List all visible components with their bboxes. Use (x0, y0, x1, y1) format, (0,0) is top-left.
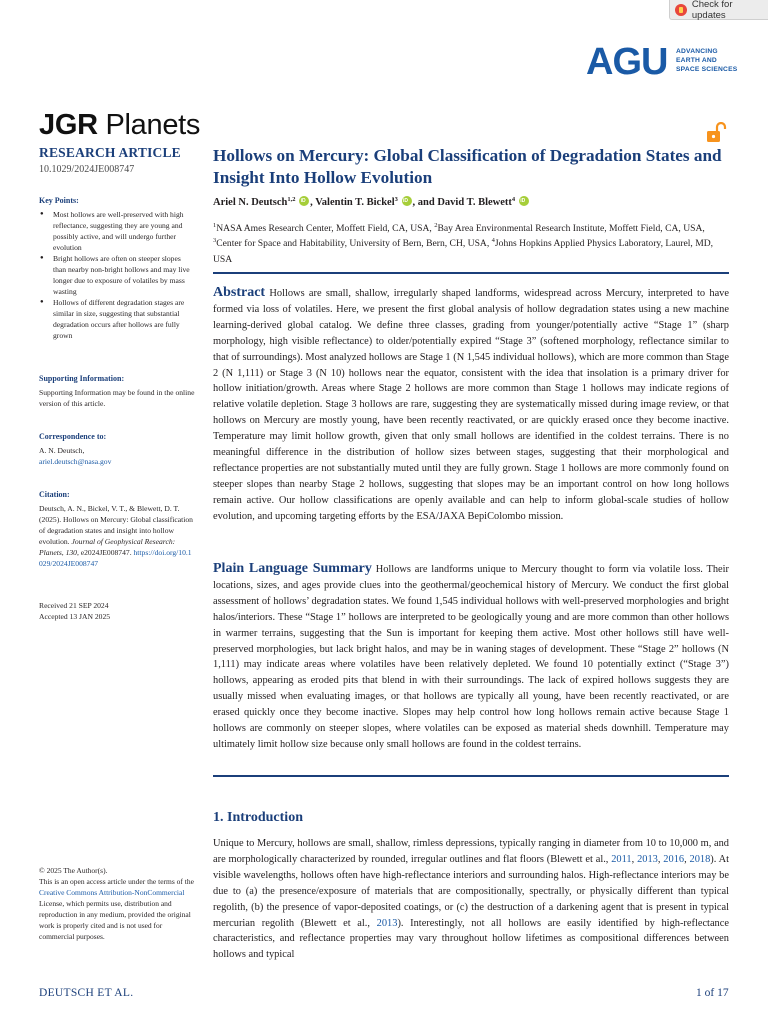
orcid-icon[interactable] (402, 196, 412, 206)
author-name[interactable]: Ariel N. Deutsch (213, 197, 288, 208)
citation-text (39, 503, 195, 569)
affiliation: NASA Ames Research Center, Moffett Field, CA, USA, (216, 223, 435, 234)
author-affil-sup: 4 (511, 196, 516, 203)
license-text (39, 876, 195, 942)
citation-link[interactable]: 2013 (376, 917, 398, 929)
introduction-text (213, 836, 729, 963)
copyright-line: © 2025 The Author(s). (39, 866, 108, 875)
license-link[interactable]: Creative Commons Attribution-NonCommercial (39, 888, 185, 897)
agu-tagline-line: EARTH AND (676, 56, 717, 64)
affil-sup: 1 (213, 222, 217, 229)
svg-text:AGU: AGU (586, 43, 668, 77)
intro-paragraph-part: , (684, 853, 690, 865)
received-date: Received 21 SEP 2024 (39, 601, 109, 610)
correspondence-name: A. N. Deutsch, (39, 446, 85, 455)
citation-link[interactable]: 2016 (663, 853, 685, 865)
intro-paragraph-part: Unique to Mercury, hollows are small, shallow, rimless depressions, typically ranging in diameter from 10 to 10,000 m, and are morphologically characterized by rounded, irregular outlines and flat floors (Blewett et al., (213, 838, 729, 865)
agu-logo-icon (586, 43, 672, 77)
plain-language-text: Hollows are landforms unique to Mercury thought to form via volatile loss. Their locations, sizes, and ages provide clues into the geothermal/geochemical history of Mercury. We conduct the first global assessment of hollows’ degradation states. We found 1,545 individual hollows with well-preserved morphologies and bright halos/interiors. These “Stage 1” hollows are interpreted to be geologically young and are more common than other hollows in warmer terrains, suggesting that the Sun is important for keeping them active. Most other hollows still have well-preserved morphologies, but lack bright halos, and may be in waning stages of development. These “Stage 2” hollows (N 1,111) may indicate areas where volatiles have been relatively depleted. We found 10 potentially extinct (“Stage 3”) hollows, appearing as eroded pits that blend in with their surroundings. The lack of expired hollows suggests they are usually missed when evaluating images, or that hollows are typically all young, have been recently reactivated, or are erased quickly once they become inactive. Slopes may help control how long hollows remain active because Stage 1 hollows are commonly on steeper slopes, where volatiles can be exposed as material sheds downhill. Temperature may ultimately limit hollow size because only small hollows are found in the coldest terrains. (213, 564, 729, 750)
agu-logo (586, 43, 737, 77)
author-separator: , (310, 197, 316, 208)
supporting-info-heading: Supporting Information: (39, 374, 125, 383)
agu-tagline-line: SPACE SCIENCES (676, 65, 738, 73)
intro-paragraph-part: , (631, 853, 638, 865)
open-access-lock-icon (706, 122, 728, 144)
license-post: License, which permits use, distribution and reproduction in any medium, provided the original work is properly cited and is not used for commercial purposes. (39, 899, 191, 941)
dates-section (39, 600, 195, 622)
check-updates-label: Check for updates (691, 0, 733, 21)
author-affil-sup: 3 (394, 196, 398, 203)
check-updates-icon (675, 4, 687, 16)
check-for-updates-button[interactable] (669, 0, 768, 20)
key-point: ● Most hollows are well-preserved with high reflectance, suggesting they are young and possibly active, and will undergo further evolution (39, 209, 195, 253)
author-name[interactable]: Valentin T. Bickel (315, 197, 395, 208)
citation-body: Deutsch, A. N., Bickel, V. T., & Blewett, D. T. (2025). Hollows on Mercury: Global classification of degradation states and insight into hollow evolution. (39, 504, 193, 546)
plain-language-heading: Plain Language Summary (213, 561, 372, 576)
citation-link[interactable]: 2013 (637, 853, 658, 865)
correspondence-email-link[interactable]: ariel.deutsch@nasa.gov (39, 457, 112, 466)
citation-link[interactable]: 2011 (611, 853, 632, 865)
affil-sup: 2 (434, 222, 438, 229)
journal-name-rest: Planets (97, 109, 201, 141)
section-divider (213, 272, 729, 274)
abstract-heading: Abstract (213, 285, 266, 300)
key-point: ● Hollows of different degradation stages are similar in size, suggesting that substantial degradation occurs after hollows are fully grown (39, 297, 195, 341)
footer-page-number: 1 of 17 (696, 987, 729, 999)
supporting-info-section (39, 373, 195, 409)
article-doi: 10.1029/2024JE008747 (39, 164, 135, 175)
author-name[interactable]: David T. Blewett (437, 197, 512, 208)
agu-tagline (676, 47, 737, 74)
abstract-section (213, 285, 729, 525)
affil-sup: 4 (491, 237, 495, 245)
intro-paragraph-part: ). Interestingly, not all hollows are easily identified by high-reflectance characteristics, and reflectance properties may vary throughout hollow lifetimes as compositional differences between hollows and typical (213, 917, 729, 961)
footer-authors: DEUTSCH ET AL. (39, 987, 134, 999)
key-points-list (39, 209, 195, 341)
supporting-info-text: Supporting Information may be found in the online version of this article. (39, 388, 195, 408)
introduction-heading: 1. Introduction (213, 810, 303, 825)
paper-title: Hollows on Mercury: Global Classification of Degradation States and Insight Into Hollow Evolution (213, 146, 722, 187)
accepted-date: Accepted 13 JAN 2025 (39, 612, 111, 621)
citation-tail: , e2024JE008747. (76, 548, 134, 557)
intro-paragraph-part: , (657, 853, 664, 865)
author-list (213, 196, 729, 208)
affiliations (213, 221, 729, 267)
citation-link[interactable]: 2018 (689, 853, 711, 865)
citation-heading: Citation: (39, 490, 70, 499)
correspondence-section (39, 431, 195, 467)
section-divider (213, 775, 729, 777)
affil-sup: 3 (213, 237, 217, 245)
sidebar (39, 144, 195, 941)
citation-journal: Journal of Geophysical Research: Planets, 130 (39, 537, 176, 557)
license-section (39, 865, 195, 942)
license-pre: This is an open access article under the terms of the (39, 877, 194, 886)
key-points-section (39, 195, 195, 341)
author-affil-sup: 1,2 (287, 196, 296, 203)
abstract-text: Hollows are small, shallow, irregularly shaped landforms, widespread across Mercury, interpreted to have formed via loss of volatiles. Here, we present the first global analysis of hollow degradation states using a new machine learning-derived global catalog. We define three classes, grading from younger/potentially active “Stage 1” (sharp morphology, high visible reflectance) to older/potentially expired “Stage 3” (softened morphology, reflectance similar to that of surroundings). Most analyzed hollows are Stage 1 (N 1,545 individual hollows), which are more common than Stage 2 (N 1,111) or Stage 3 (N 10) hollows near the equator, consistent with the idea that insolation is a primary driver for hollow initiation/growth. Areas where Stage 2 hollows are more common than Stage 1 hollows may indicate regions of relative volatile depletion. Stage 3 hollows are rare, suggesting they are systematically missed during image review, or that hollows on Mercury are mostly young, have been recently reactivated, or are quickly erased once they become inactive. Temperature may limit hollow growth, given that only small hollows are identified in the coldest terrains. There is no meaningful difference in the distribution of hollow sizes between stages, suggesting that their morphological and reflectance properties are not substantially muted until they are fully grown. Stage 1 hollows are more commonly found on steeper slopes than nearby Stage 2 hollows, suggesting that slopes may be an important control on how long hollows remain active. Our hollow classifications are openly available and can help to inform global-scale studies of hollow evolution, and upcoming targeting efforts by the ESA/JAXA BepiColombo mission. (213, 288, 729, 522)
key-point: ● Bright hollows are often on steeper slopes than nearby non-bright hollows and may live longer due to exposure of volatiles by mass wasting (39, 253, 195, 297)
author-separator: , and (412, 197, 438, 208)
affiliation: Bay Area Environmental Research Institute, Moffett Field, CA, USA, (437, 223, 705, 234)
affiliation: Johns Hopkins Applied Physics Laboratory, Laurel, MD, USA (213, 238, 714, 265)
affiliation: Center for Space and Habitability, University of Bern, Bern, CH, USA, (216, 238, 492, 250)
article-type: RESEARCH ARTICLE (39, 145, 181, 160)
citation-doi-link[interactable]: https://doi.org/10.1029/2024JE008747 (39, 548, 192, 568)
journal-name-bold: JGR (39, 109, 98, 141)
citation-section (39, 489, 195, 569)
plain-language-section (213, 561, 729, 753)
correspondence-heading: Correspondence to: (39, 432, 107, 441)
orcid-icon[interactable] (299, 196, 309, 206)
intro-paragraph-part: ). At visible wavelengths, hollows often have high-reflectance interiors and surrounding halos. High-reflectance interiors may be due to (a) the presence/exposure of materials that are compositionally, spectrally, or physically different than typical regolith, (b) the presence of vapor-deposited coatings, or (c) the destruction of a darkening agent that is present in typical mercurian regolith (Blewett et al., (213, 853, 729, 929)
journal-title (39, 109, 200, 142)
key-points-heading: Key Points: (39, 196, 79, 205)
orcid-icon[interactable] (519, 196, 529, 206)
agu-tagline-line: ADVANCING (676, 47, 718, 55)
